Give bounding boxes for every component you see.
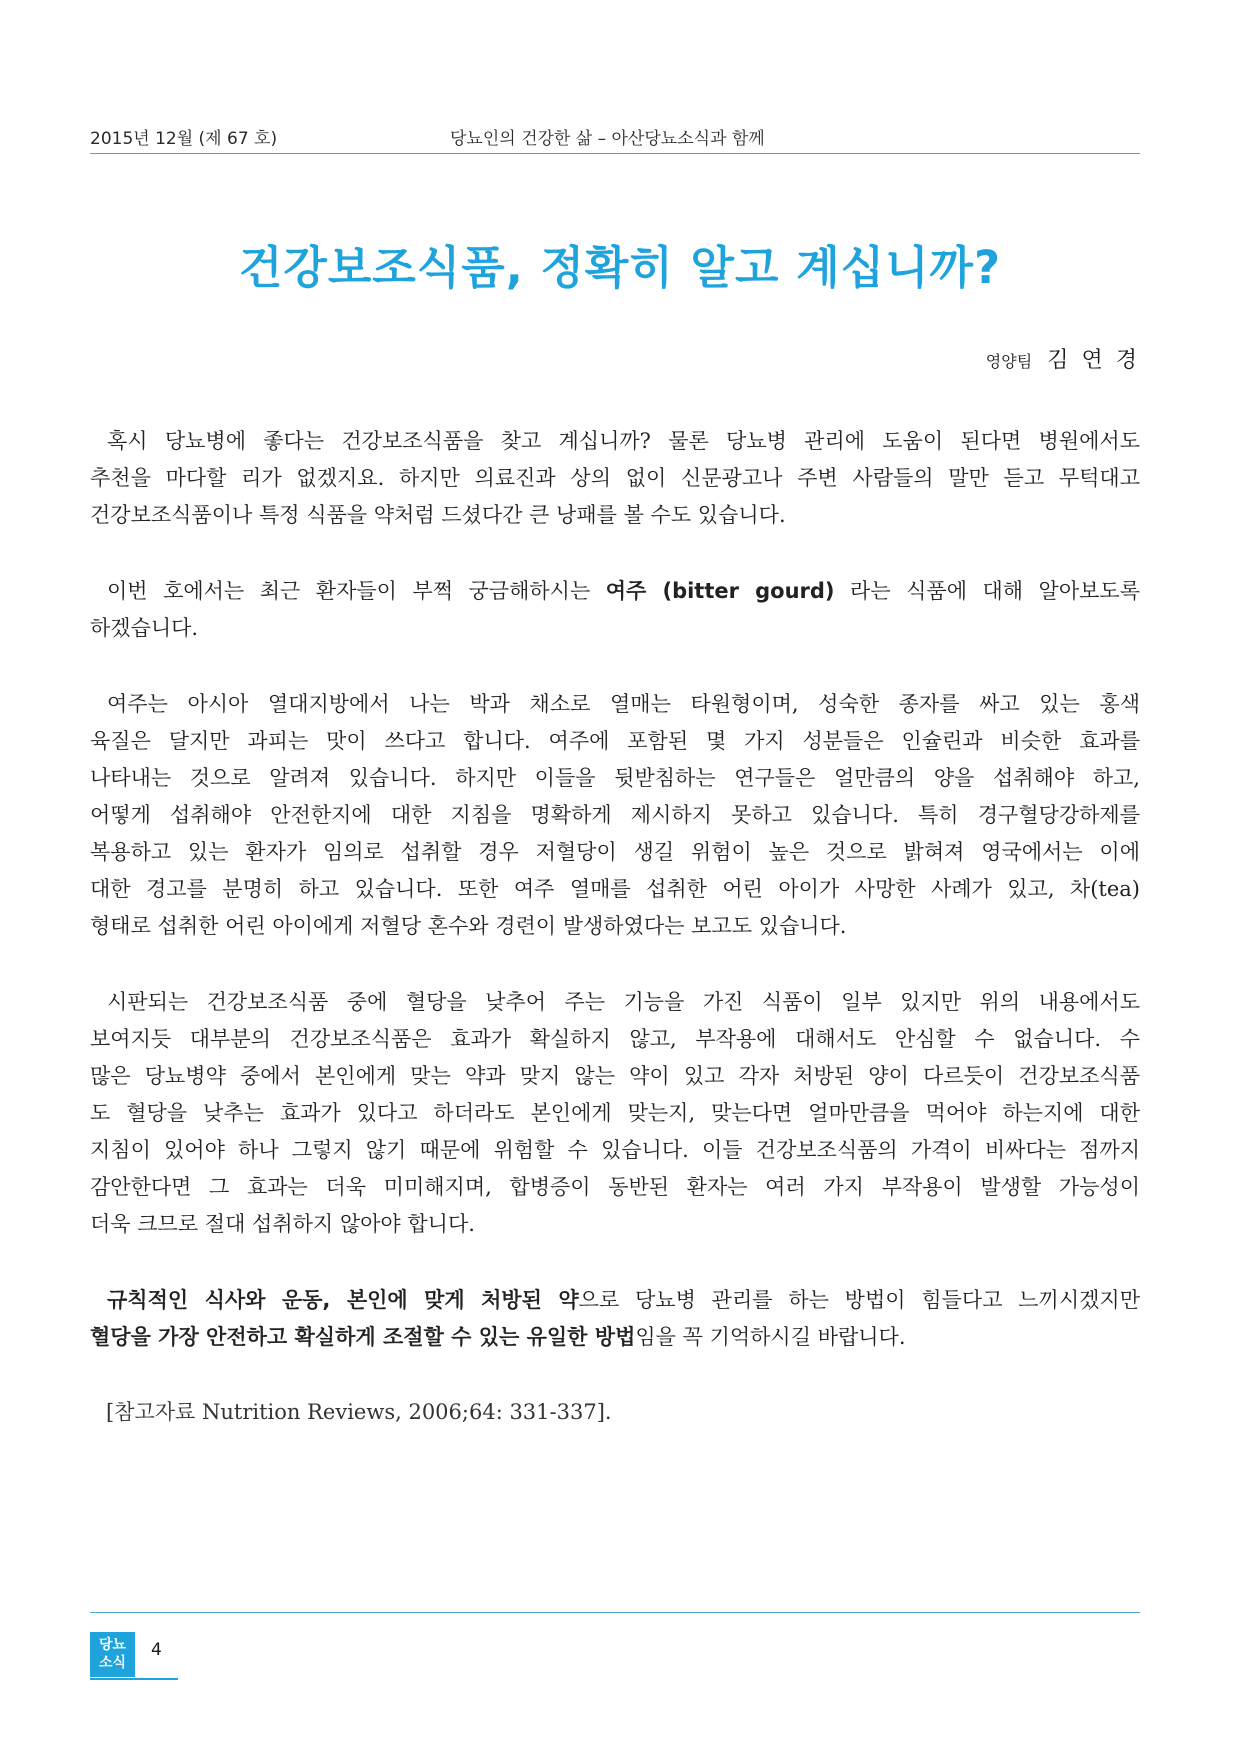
footer-underline	[90, 1678, 178, 1680]
text-line: 여주는 아시아 열대지방에서 나는 박과 채소로 열매는 타원형이며, 성숙한 종자를 싸고 있는 홍색	[107, 692, 1140, 716]
text-line	[90, 1319, 1140, 1356]
header-divider	[90, 153, 1140, 154]
highlight-bitter-gourd: 여주 (bitter gourd)	[605, 579, 835, 603]
text-line: 하겠습니다.	[90, 616, 199, 640]
text-segment: 이번 호에서는 최근 환자들이 부쩍 궁금해하시는	[107, 579, 591, 603]
badge-line: 당뇨	[98, 1637, 127, 1653]
text-line: 시판되는 건강보조식품 중에 혈당을 낮추어 주는 기능을 가진 식품이 일부 있지만 위의 내용에서도	[107, 990, 1140, 1014]
byline-author: 김 연 경	[1047, 348, 1140, 373]
text-line: 보여지듯 대부분의 건강보조식품은 효과가 확실하지 않고, 부작용에 대해서도 안심할 수 없습니다. 수	[90, 1027, 1140, 1051]
text-segment: 으로 당뇨병 관리를 하는 방법이 힘들다고 느끼시겠지만	[578, 1288, 1140, 1312]
text-line	[90, 1282, 1140, 1319]
publication-title: 당뇨인의 건강한 삶 – 아산당뇨소식과 함께	[450, 129, 765, 149]
text-line: 지침이 있어야 하나 그렇지 않기 때문에 위험할 수 있습니다. 이들 건강보조식품의 가격이 비싸다는 점까지	[90, 1138, 1140, 1162]
text-line: 육질은 달지만 과피는 맛이 쓰다고 합니다. 여주에 포함된 몇 가지 성분들은 인슐린과 비슷한 효과를	[90, 729, 1140, 753]
text-line: 대한 경고를 분명히 하고 있습니다. 또한 여주 열매를 섭취한 어린 아이가 사망한 사례가 있고, 차(tea)	[90, 877, 1140, 901]
text-line: 어떻게 섭취해야 안전한지에 대한 지침을 명확하게 제시하지 못하고 있습니다. 특히 경구혈당강하제를	[90, 803, 1140, 827]
paragraph-intro	[90, 423, 1140, 534]
byline	[986, 343, 1140, 374]
byline-team: 영양팀	[985, 352, 1033, 371]
footer-divider	[90, 1612, 1140, 1613]
paragraph-topic	[90, 573, 1140, 647]
paragraph-bitter-gourd	[90, 686, 1140, 945]
text-line: 더욱 크므로 절대 섭취하지 않아야 합니다.	[90, 1212, 475, 1236]
reference-citation: [참고자료 Nutrition Reviews, 2006;64: 331-337].	[106, 1400, 612, 1424]
text-line: 나타내는 것으로 알려져 있습니다. 하지만 이들을 뒷받침하는 연구들은 얼만큼의 양을 섭취해야 하고,	[90, 766, 1140, 790]
text-line: 추천을 마다할 리가 없겠지요. 하지만 의료진과 상의 없이 신문광고나 주변 사람들의 말만 듣고 무턱대고	[90, 466, 1140, 490]
page-number: 4	[151, 1640, 162, 1660]
text-line: 복용하고 있는 환자가 임의로 섭취할 경우 저혈당이 생길 위험이 높은 것으로 밝혀져 영국에서는 이에	[90, 840, 1140, 864]
paragraph-supplements	[90, 984, 1140, 1243]
text-line: 혹시 당뇨병에 좋다는 건강보조식품을 찾고 계십니까? 물론 당뇨병 관리에 도움이 된다면 병원에서도	[107, 429, 1140, 453]
text-line: 건강보조식품이나 특정 식품을 약처럼 드셨다간 큰 낭패를 볼 수도 있습니다.	[90, 503, 786, 527]
badge-line: 소식	[98, 1655, 127, 1671]
highlight-recommendation: 규칙적인 식사와 운동, 본인에 맞게 처방된 약	[107, 1288, 579, 1312]
page-header	[90, 124, 1140, 148]
highlight-safest-method: 혈당을 가장 안전하고 확실하게 조절할 수 있는 유일한 방법	[90, 1325, 636, 1349]
article-title: 건강보조식품, 정확히 알고 계십니까?	[238, 241, 1002, 294]
text-segment: 임을 꼭 기억하시길 바랍니다.	[635, 1325, 906, 1349]
newsletter-badge	[90, 1632, 135, 1677]
text-line	[90, 573, 1140, 610]
issue-label: 2015년 12월 (제 67 호)	[90, 129, 278, 149]
text-segment: 라는 식품에 대해 알아보도록	[850, 579, 1140, 603]
text-line: 도 혈당을 낮추는 효과가 있다고 하더라도 본인에게 맞는지, 맞는다면 얼마만큼을 먹어야 하는지에 대한	[90, 1101, 1140, 1125]
article-body	[90, 423, 1140, 1356]
paragraph-conclusion	[90, 1282, 1140, 1356]
text-line: 많은 당뇨병약 중에서 본인에게 맞는 약과 맞지 않는 약이 있고 각자 처방된 양이 다르듯이 건강보조식품	[90, 1064, 1140, 1088]
text-line: 형태로 섭취한 어린 아이에게 저혈당 혼수와 경련이 발생하였다는 보고도 있습니다.	[90, 914, 847, 938]
text-line: 감안한다면 그 효과는 더욱 미미해지며, 합병증이 동반된 환자는 여러 가지 부작용이 발생할 가능성이	[90, 1175, 1140, 1199]
